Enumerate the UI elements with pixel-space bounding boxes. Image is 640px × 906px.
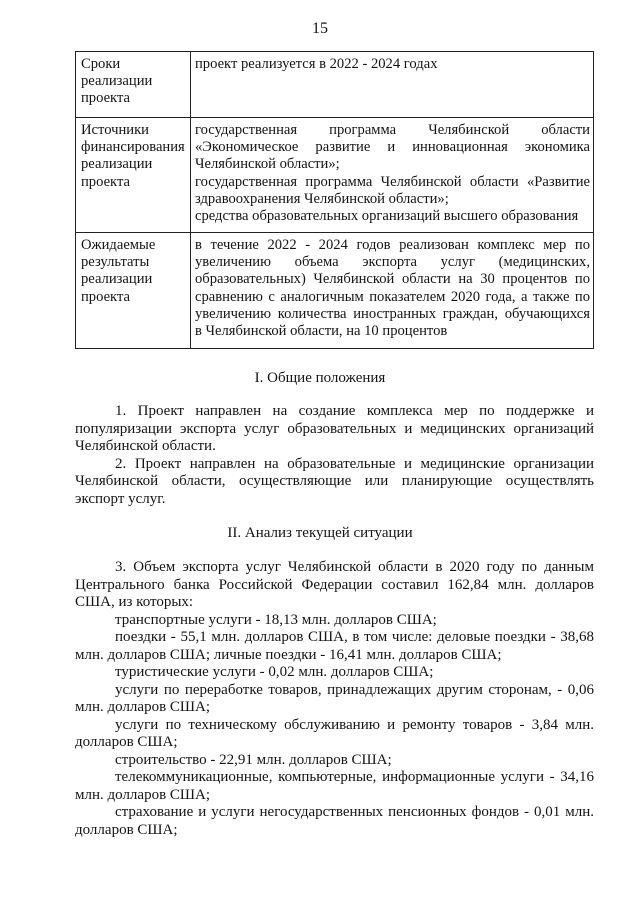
value-line: средства образовательных организаций высшего образования	[195, 208, 579, 225]
table-value-cell	[191, 233, 594, 349]
section-heading-analysis: II. Анализ текущей ситуации	[227, 525, 413, 541]
label-line: реализации	[81, 156, 153, 173]
value-line: в Челябинской области, на 10 процентов	[195, 323, 448, 340]
list-item: услуги по переработке товаров, принадлежащих другим сторонам, - 0,06 млн. долларов США;	[75, 681, 594, 715]
value-line: в течение 2022 - 2024 годов реализован комплекс мер по	[195, 237, 590, 253]
table-label-cell	[76, 233, 191, 349]
list-item: страхование и услуги негосударственных пенсионных фондов - 0,01 млн. долларов США;	[75, 804, 594, 838]
value-line: сравнению с аналогичным показателем 2020 года, а также по	[195, 288, 590, 305]
value-line: Челябинской области»;	[195, 156, 340, 173]
value-line: здравоохранения Челябинской области»;	[195, 190, 449, 207]
list-item: поездки - 55,1 млн. долларов США, в том числе: деловые поездки - 38,68 млн. долларов США; личные поездки - 16,41 млн. долларов США;	[75, 629, 594, 663]
label-line: финансирования	[81, 139, 185, 156]
value-line: «Экономическое развитие и инновационная экономика	[195, 139, 590, 156]
label-line: Сроки	[81, 56, 121, 72]
list-item: строительство - 22,91 млн. долларов США;	[115, 751, 392, 768]
project-passport-table	[75, 51, 594, 349]
paragraph: 1. Проект направлен на создание комплекса мер по поддержке и популяризации экспорта услуг образовательных и медицинских организаций Челябинской области.	[75, 403, 594, 454]
section-heading-general: I. Общие положения	[254, 370, 386, 386]
table-row-terms	[76, 52, 594, 118]
value-line: увеличению объема экспорта услуг (медицинских,	[195, 254, 590, 271]
list-item: туристические услуги - 0,02 млн. долларов США;	[115, 664, 434, 680]
paragraph: 3. Объем экспорта услуг Челябинской области в 2020 году по данным Центрального банка Российской Федерации составил 162,84 млн. долларов США, из которых:	[75, 559, 594, 610]
list-item: услуги по техническому обслуживанию и ремонту товаров - 3,84 млн. долларов США;	[75, 716, 594, 750]
list-item: транспортные услуги - 18,13 млн. долларов США;	[115, 611, 437, 628]
value-line: государственная программа Челябинской области	[195, 122, 590, 138]
list-item: телекоммуникационные, компьютерные, информационные услуги - 34,16 млн. долларов США;	[75, 769, 594, 803]
label-line: результаты	[81, 254, 150, 271]
section-analysis-body	[75, 559, 594, 839]
label-line: Ожидаемые	[81, 237, 156, 253]
label-line: Источники	[81, 122, 149, 138]
paragraph: 2. Проект направлен на образовательные и медицинские организации Челябинской области, осуществляющие или планирующие осуществлять экспорт услуг.	[75, 455, 594, 507]
label-line: проекта	[81, 288, 130, 305]
value-line: государственная программа Челябинской области «Развитие	[195, 173, 590, 190]
label-line: проекта	[81, 173, 130, 190]
value-line: образовательных) Челябинской области на 30 процентов по	[195, 271, 590, 288]
table-value-cell	[191, 52, 594, 118]
value-line: проект реализуется в 2022 - 2024 годах	[195, 56, 438, 72]
label-line: реализации	[81, 73, 153, 90]
label-line: проекта	[81, 90, 130, 107]
page-number: 15	[312, 20, 328, 37]
table-row-funding-sources	[76, 118, 594, 233]
section-general-body	[75, 403, 594, 508]
table-value-cell	[191, 118, 594, 233]
label-line: реализации	[81, 271, 153, 288]
table-row-expected-results	[76, 233, 594, 349]
table-label-cell	[76, 118, 191, 233]
value-line: увеличению количества иностранных граждан, обучающихся	[195, 305, 590, 322]
table-label-cell	[76, 52, 191, 118]
